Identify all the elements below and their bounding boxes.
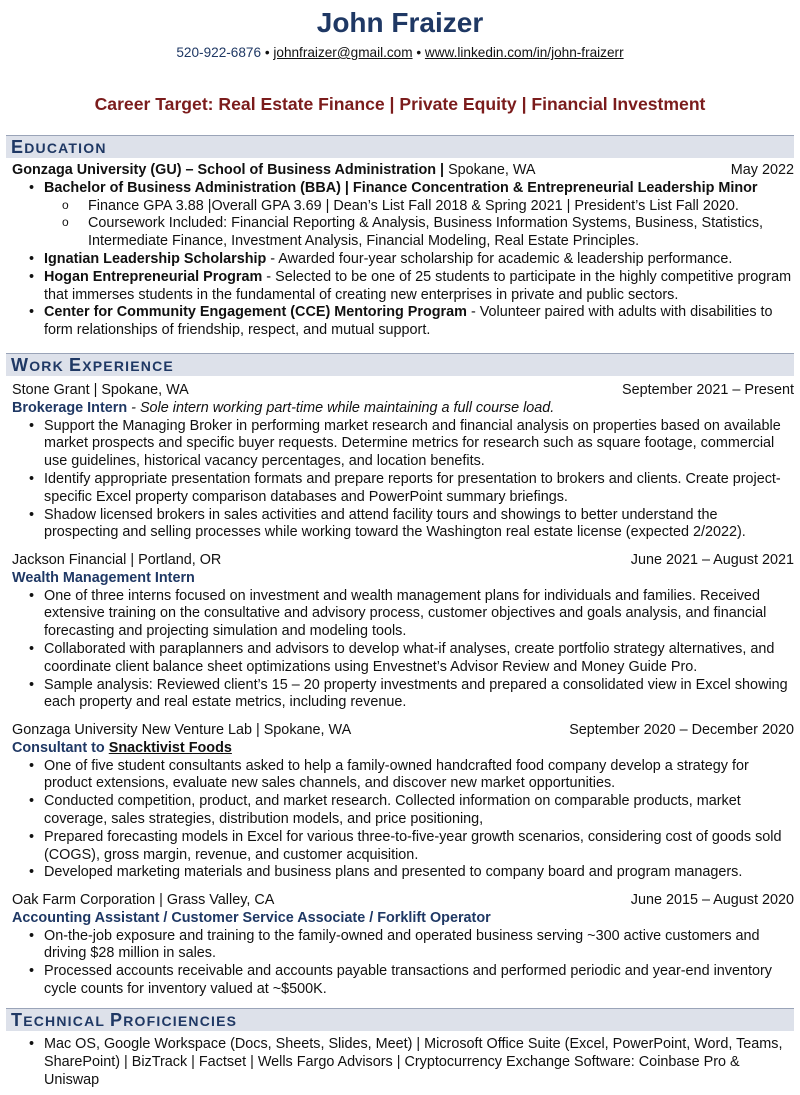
job-title-row: [12, 740, 794, 758]
technical-list: [12, 1036, 794, 1089]
school-location: Spokane, WA: [448, 162, 536, 178]
job-title-text: Consultant to: [12, 739, 109, 756]
heading-rest: DUCATION: [24, 140, 107, 156]
list-item: [12, 304, 794, 340]
job-title-note: - Sole intern working part-time while maintaining a full course load.: [127, 399, 555, 416]
contact-line: [0, 44, 800, 61]
list-item: [12, 269, 794, 305]
honor-desc: - Volunteer paired with adults with disabilities to form relationships of friendship, respect, and mutual support.: [44, 304, 773, 339]
job-title: Brokerage Intern: [12, 399, 128, 416]
list-item: o Coursework Included: Financial Reporting & Analysis, Business Information Systems, Business, Statistics, Intermediate Finance, Investment Analysis, Financial Modeling, Real Estate Principles.: [12, 215, 794, 251]
list-item: • Identify appropriate presentation formats and prepare reports for presentation to brokers and clients. Create project-specific Excel property comparison databases and PowerPoint summary briefings.: [12, 471, 794, 507]
list-item: • On-the-job exposure and training to the family-owned and operated business serving ~300 active customers and driving $28 million in sales.: [12, 928, 794, 964]
school-name: Gonzaga University (GU) – School of Business Administration |: [12, 162, 445, 178]
list-item: • Sample analysis: Reviewed client’s 15 – 20 property investments and prepared a consolidated view in Excel showing each property and real estate metrics, including revenue.: [12, 677, 794, 713]
phone-number: 520-922-6876: [176, 45, 262, 60]
job-entry: [12, 892, 794, 999]
honor-title: Hogan Entrepreneurial Program: [44, 268, 263, 285]
list-item: • Conducted competition, product, and market research. Collected information on comparable products, market coverage, sales strategies, distribution models, and price positioning,: [12, 793, 794, 829]
list-item: • Collaborated with paraplanners and advisors to develop what-if analyses, create portfolio strategy alternatives, and coordinate client balance sheet optimizations using Envestnet’s Advisor Review and Money Guide Pro.: [12, 641, 794, 677]
client-link[interactable]: Snacktivist Foods: [108, 739, 232, 756]
list-item: [12, 180, 794, 251]
job-date: September 2020 – December 2020: [569, 722, 794, 738]
heading-initial: W: [11, 355, 30, 375]
degree: Bachelor of Business Administration (BBA) | Finance Concentration & Entrepreneurial Leadership Minor: [44, 179, 758, 196]
heading-rest: ROFICIENCIES: [123, 1013, 238, 1029]
list-item: • One of three interns focused on investment and wealth management plans for individuals and families. Received extensive training on the consultative and advisory process, customer objectives and goals analysis, and financial forecasting and projecting simulation and modeling tools.: [12, 588, 794, 641]
honor-title: Ignatian Leadership Scholarship: [44, 250, 267, 267]
company: Gonzaga University New Venture Lab | Spokane, WA: [12, 722, 352, 738]
job-title-row: [12, 570, 794, 588]
graduation-date: May 2022: [730, 162, 794, 178]
list-item: o Finance GPA 3.88 |Overall GPA 3.69 | Dean’s List Fall 2018 & Spring 2021 | President’s List Fall 2020.: [12, 198, 794, 216]
job-header: [12, 892, 794, 910]
job-date: June 2015 – August 2020: [630, 892, 794, 908]
honor-desc: - Awarded four-year scholarship for academic & leadership performance.: [266, 250, 733, 267]
job-bullets: [12, 418, 794, 543]
job-entry: [12, 552, 794, 712]
job-date: September 2021 – Present: [622, 382, 794, 398]
list-item: [12, 251, 794, 269]
job-bullets: [12, 588, 794, 713]
technical-section: [12, 1036, 794, 1089]
education-section: [12, 162, 794, 340]
email-link[interactable]: johnfraizer@gmail.com: [273, 45, 413, 60]
heading-initial: E: [69, 355, 83, 375]
linkedin-link[interactable]: www.linkedin.com/in/john-fraizerr: [424, 45, 624, 60]
heading-initial: P: [109, 1010, 124, 1030]
list-item: • Support the Managing Broker in performing market research and financial analysis on properties based on available market prospects and specific buyer requests. Determine metrics for research such as square footage, commercial use guidelines, historical vacancy percentages, and location benefits.: [12, 418, 794, 471]
job-title: Wealth Management Intern: [12, 569, 195, 586]
job-header: [12, 722, 794, 740]
list-item: • Shadow licensed brokers in sales activities and attend facility tours and showings to better understand the prospecting and selling processes while working toward the Washington real estate license (expected 2/2022).: [12, 507, 794, 543]
heading-rest: XPERIENCE: [82, 358, 174, 374]
candidate-name: John Fraizer: [316, 7, 484, 38]
job-title: [12, 740, 232, 756]
heading-initial: T: [11, 1010, 24, 1030]
list-item: • Processed accounts receivable and accounts payable transactions and performed periodic and year-end inventory cycle counts for inventory valued at ~$500K.: [12, 963, 794, 999]
job-entry: [12, 382, 794, 542]
work-experience-heading: [6, 353, 794, 376]
technical-heading: [6, 1008, 794, 1031]
degree-details: [12, 198, 794, 251]
heading-rest: ECHNICAL: [23, 1013, 110, 1029]
job-title: Accounting Assistant / Customer Service Associate / Forklift Operator: [12, 909, 491, 926]
company: Oak Farm Corporation | Grass Valley, CA: [12, 892, 275, 908]
job-header: [12, 552, 794, 570]
job-bullets: [12, 758, 794, 883]
education-list: [12, 180, 794, 340]
separator-dot: •: [416, 45, 422, 60]
education-heading: [6, 135, 794, 158]
job-title-row: [12, 400, 794, 418]
list-item: • One of five student consultants asked to help a family-owned handcrafted food company develop a strategy for product extensions, evaluate new sales channels, and discover new market opportunities.: [12, 758, 794, 794]
heading-rest: ORK: [29, 358, 70, 374]
job-bullets: [12, 928, 794, 999]
heading-initial: E: [11, 137, 25, 157]
list-item: • Prepared forecasting models in Excel for various three-to-five-year growth scenarios, considering cost of goods sold (COGS), gross margin, revenue, and customer acquisition.: [12, 829, 794, 865]
company: Jackson Financial | Portland, OR: [12, 552, 222, 568]
job-entry: [12, 722, 794, 882]
list-item: • Mac OS, Google Workspace (Docs, Sheets, Slides, Meet) | Microsoft Office Suite (Excel, PowerPoint, Word, Teams, SharePoint) | BizTrack | Factset | Wells Fargo Advisors | Cryptocurrency Exchange Software: Coinbase Pro & Uniswap: [12, 1036, 794, 1089]
separator-dot: •: [264, 45, 270, 60]
job-header: [12, 382, 794, 400]
company: Stone Grant | Spokane, WA: [12, 382, 189, 398]
honor-title: Center for Community Engagement (CCE) Mentoring Program: [44, 304, 467, 321]
job-title-row: [12, 910, 794, 928]
school-line: [12, 162, 536, 180]
honor-desc: - Selected to be one of 25 students to participate in the highly competitive program that immerses students in the fundamental of creating new enterprises in private and public sectors.: [44, 268, 792, 303]
career-target: Career Target: Real Estate Finance | Private Equity | Financial Investment: [94, 94, 706, 114]
job-date: June 2021 – August 2021: [630, 552, 794, 568]
list-item: • Developed marketing materials and business plans and presented to company board and program managers.: [12, 864, 794, 882]
school-row: [12, 162, 794, 180]
